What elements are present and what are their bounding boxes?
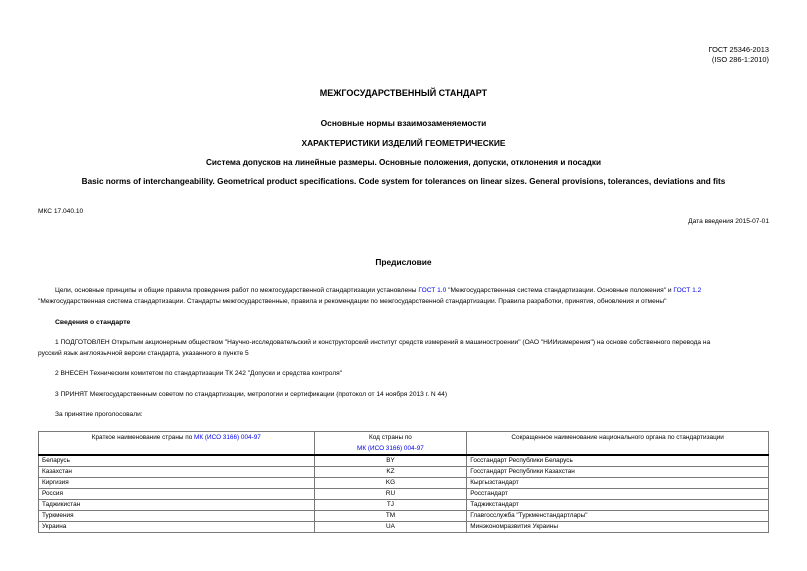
body-cell: Главгосслужба "Туркменстандартлары" <box>467 511 769 522</box>
mk-iso-link-2[interactable]: МК (ИСО 3166) 004-97 <box>357 444 424 452</box>
country-cell: Таджикистан <box>39 500 315 511</box>
body-cell: Кыргызстандарт <box>467 478 769 489</box>
p1-text-c: "Межгосударственная система стандартизации. Стандарты межгосударственные, правила и рекомендации по межгосударственной стандартизации. Правила разработки, принятия, обновления и отмены" <box>38 297 667 305</box>
code-cell: UA <box>314 522 467 533</box>
item-1 <box>38 338 768 359</box>
body-cell: Минэкономразвития Украины <box>467 522 769 533</box>
body-cell: Госстандарт Республики Казахстан <box>467 467 769 478</box>
table-row <box>39 478 769 489</box>
body-cell: Госстандарт Республики Беларусь <box>467 455 769 467</box>
document-number <box>709 45 769 65</box>
english-title: Basic norms of interchangeability. Geometrical product specifications. Code system for tolerances on linear sizes. General provisions, tolerances, deviations and fits <box>81 177 726 186</box>
header-code: Код страны по <box>314 432 467 444</box>
body-cell: Таджикстандарт <box>467 500 769 511</box>
table-row <box>39 455 769 467</box>
interstate-standard-title: МЕЖГОСУДАРСТВЕННЫЙ СТАНДАРТ <box>319 88 488 98</box>
body-cell: Росстандарт <box>467 489 769 500</box>
country-cell: Казахстан <box>39 467 315 478</box>
p1-text-b: "Межгосударственная система стандартизации. Основные положения" и <box>448 287 672 294</box>
gost-1-2-link[interactable]: ГОСТ 1.2 <box>673 287 702 294</box>
foreword-paragraph <box>38 286 768 307</box>
item-1-line-2: русский язык англоязычной версии стандарта, указанного в пункте 5 <box>38 349 249 357</box>
p1-text-a: Цели, основные принципы и общие правила проведения работ по межгосударственной стандартизации установлены <box>55 287 417 294</box>
table-row <box>39 489 769 500</box>
gost-number: ГОСТ 25346-2013 <box>708 45 769 54</box>
country-cell: Россия <box>39 489 315 500</box>
mks-code: МКС 17.040.10 <box>38 208 84 215</box>
code-cell: KG <box>314 478 467 489</box>
system-title: Система допусков на линейные размеры. Основные положения, допуски, отклонения и посадки <box>205 158 602 167</box>
table-row <box>39 522 769 533</box>
basic-norms-title: Основные нормы взаимозаменяемости <box>320 118 487 128</box>
header-country: Краткое наименование страны по МК (ИСО 3166) 004-97 <box>39 432 315 444</box>
mk-iso-link-1[interactable]: МК (ИСО 3166) 004-97 <box>194 433 261 441</box>
item-2: 2 ВНЕСЕН Техническим комитетом по стандартизации ТК 242 "Допуски и средства контроля" <box>55 370 343 377</box>
country-cell: Беларусь <box>39 455 315 467</box>
table-row <box>39 500 769 511</box>
table-row <box>39 511 769 522</box>
standard-info-heading: Сведения о стандарте <box>55 319 131 326</box>
foreword-heading: Предисловие <box>375 257 432 267</box>
gost-1-0-link[interactable]: ГОСТ 1.0 <box>418 287 447 294</box>
introduction-date: Дата введения 2015-07-01 <box>688 218 769 225</box>
country-cell: Украина <box>39 522 315 533</box>
iso-number: (ISO 286-1:2010) <box>711 55 769 64</box>
signatories-table <box>38 431 769 533</box>
voted-label: За принятие проголосовали: <box>55 411 143 418</box>
code-cell: TJ <box>314 500 467 511</box>
code-cell: KZ <box>314 467 467 478</box>
code-cell: TM <box>314 511 467 522</box>
characteristics-title: ХАРАКТЕРИСТИКИ ИЗДЕЛИЙ ГЕОМЕТРИЧЕСКИЕ <box>301 138 506 148</box>
country-cell: Туркмения <box>39 511 315 522</box>
code-cell: BY <box>314 455 467 467</box>
table-row <box>39 467 769 478</box>
country-cell: Киргизия <box>39 478 315 489</box>
header-body: Сокращенное наименование национального органа по стандартизации <box>467 432 769 444</box>
item-1-line-1: 1 ПОДГОТОВЛЕН Открытым акционерным обществом "Научно-исследовательский и конструкторский институт средств измерений в машиностроении" (ОАО "НИИизмерения") на основе собственного перевода на <box>55 339 711 346</box>
item-3: 3 ПРИНЯТ Межгосударственным советом по стандартизации, метрологии и сертификации (протокол от 14 ноября 2013 г. N 44) <box>55 391 448 398</box>
code-cell: RU <box>314 489 467 500</box>
